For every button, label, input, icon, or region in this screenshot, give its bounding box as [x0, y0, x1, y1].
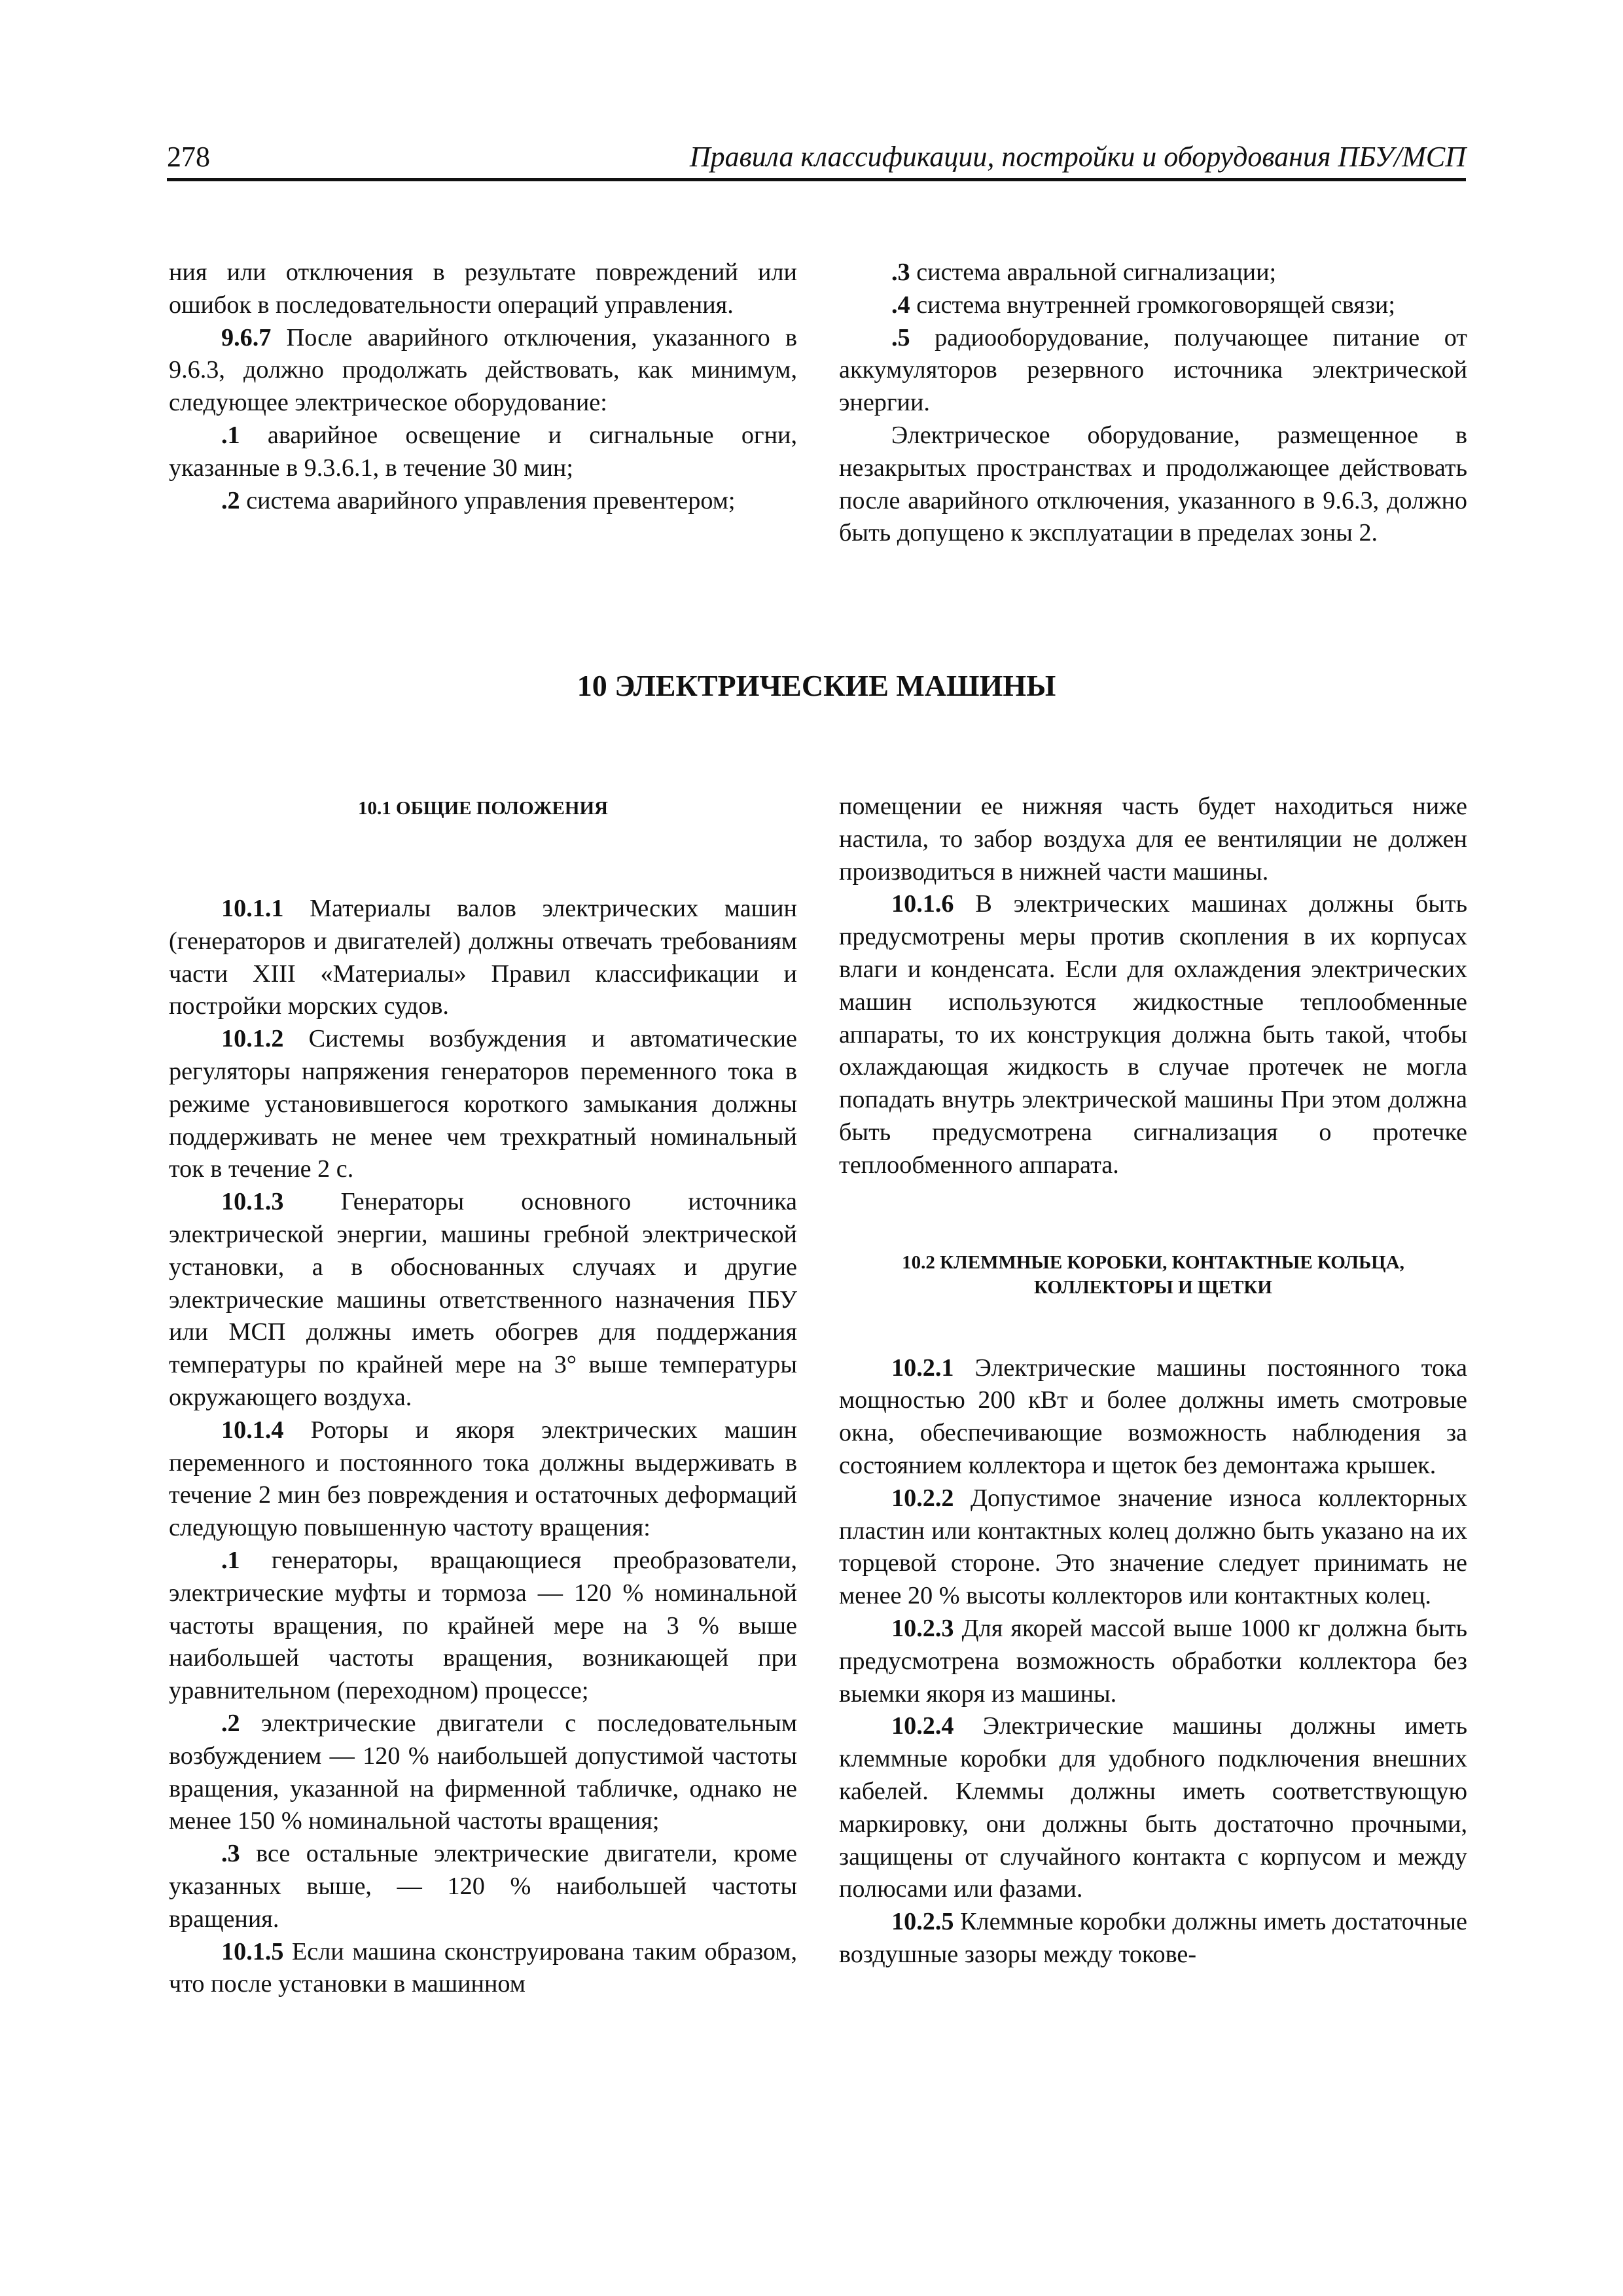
paragraph — [169, 1936, 797, 2001]
paragraph-text: аварийное освещение и сигнальные огни, указанные в 9.3.6.1, в течение 30 мин; — [169, 421, 797, 482]
header-rule — [167, 178, 1466, 181]
paragraph-text: система аварийного управления превентером; — [240, 486, 736, 514]
paragraph-number: 10.2.3 — [891, 1614, 954, 1642]
paragraph — [169, 893, 797, 1023]
paragraph — [839, 791, 1467, 888]
paragraph-text: генераторы, вращающиеся преобразователи, электрические муфты и тормоза — 120 % номинальной частоты вращения, по крайней мере на 3 % выше наибольшей частоты вращения, возникающей при уравнительном (переходном) процессе; — [169, 1546, 797, 1705]
paragraph-text: система авральной сигнализации; — [910, 259, 1277, 286]
section-title-line-1: 10.2 КЛЕММНЫЕ КОРОБКИ, КОНТАКТНЫЕ КОЛЬЦА, — [902, 1251, 1404, 1273]
section-title-10-1: 10.1 ОБЩИЕ ПОЛОЖЕНИЯ — [358, 798, 608, 819]
paragraph-text: Системы возбуждения и автоматические регуляторы напряжения генераторов переменного тока в режиме установившегося короткого замыкания должны поддерживать не менее чем трехкратный номинальный ток в течение 2 с. — [169, 1025, 797, 1183]
paragraph-number: .3 — [221, 1840, 240, 1868]
page-header — [167, 137, 1466, 181]
paragraph — [169, 1023, 797, 1186]
paragraph-text: все остальные электрические двигатели, кроме указанных выше, — 120 % наибольшей частоты вращения. — [169, 1840, 797, 1933]
paragraph-number: 10.1.3 — [221, 1188, 284, 1216]
paragraph-text: Клеммные коробки должны иметь достаточные воздушные зазоры между токове- — [839, 1908, 1467, 1968]
paragraph-text: Электрическое оборудование, размещенное в незакрытых пространствах и продолжающее действовать после аварийного отключения, указанного в 9.6.3, должно быть допущено к эксплуатации в пределах зоны 2. — [839, 421, 1467, 547]
section-1-2-right-column — [839, 791, 1467, 1971]
paragraph — [169, 1545, 797, 1708]
paragraph — [839, 1482, 1467, 1613]
paragraph-text: ния или отключения в результате повреждений или ошибок в последовательности операций управления. — [169, 259, 797, 319]
section-1-left-column — [169, 791, 797, 2001]
paragraph — [169, 1186, 797, 1414]
paragraph — [169, 1708, 797, 1838]
paragraph — [169, 485, 797, 518]
paragraph-number: .1 — [221, 1546, 240, 1574]
paragraph-number: .4 — [891, 291, 910, 319]
paragraph-number: 10.1.4 — [221, 1416, 284, 1444]
paragraph-number: 10.2.4 — [891, 1712, 954, 1740]
paragraph-number: 10.1.1 — [221, 895, 284, 922]
paragraph-text: Электрические машины постоянного тока мощностью 200 кВт и более должны иметь смотровые окна, обеспечивающие возможность наблюдения за состоянием коллектора и щеток без демонтажа крышек. — [839, 1354, 1467, 1479]
paragraph-text: система внутренней громкоговорящей связи; — [910, 291, 1395, 319]
paragraph — [839, 1710, 1467, 1906]
paragraph-text: Если машина сконструирована таким образом, что после установки в машинном — [169, 1937, 797, 1998]
chapter-title: 10 ЭЛЕКТРИЧЕСКИЕ МАШИНЫ — [577, 669, 1056, 702]
paragraph — [169, 322, 797, 420]
paragraph-number: .2 — [221, 1709, 240, 1737]
paragraph-text: радиооборудование, получающее питание от аккумуляторов резервного источника электрической энергии. — [839, 323, 1467, 417]
paragraph-text: Допустимое значение износа коллекторных пластин или контактных колец должно быть указано на их торцевой стороне. Это значение следует принимать не менее 20 % высоты коллекторов или контактных колец. — [839, 1484, 1467, 1610]
paragraph-number: 10.1.6 — [891, 890, 954, 918]
paragraph — [169, 257, 797, 322]
paragraph-number: 10.2.5 — [891, 1908, 954, 1936]
paragraph-number: 10.2.1 — [891, 1354, 954, 1382]
paragraph-text: помещении ее нижняя часть будет находиться ниже настила, то забор воздуха для ее вентиляции не должен производиться в нижней части машины. — [839, 793, 1467, 886]
paragraph-text: электрические двигатели с последовательным возбуждением — 120 % наибольшей допустимой частоты вращения, указанной на фирменной табличке, однако не менее 150 % номинальной частоты вращения; — [169, 1709, 797, 1835]
running-title: Правила классификации, постройки и оборудования ПБУ/МСП — [689, 141, 1466, 173]
top-left-column — [169, 257, 797, 517]
section-title-10-2 — [839, 1250, 1467, 1300]
paragraph-text: Материалы валов электрических машин (генераторов и двигателей) должны отвечать требованиям части XIII «Материалы» Правил классификации и постройки морских судов. — [169, 895, 797, 1020]
paragraph-text: В электрических машинах должны быть предусмотрены меры против скопления в их корпусах влаги и конденсата. Если для охлаждения электрических машин используются жидкостные теплообменные аппараты, то их конструкция должна быть такой, чтобы охлаждающая жидкость в случае протечек не могла попадать внутрь электрической машины При этом должна быть предусмотрена сигнализация о протечке теплообменного аппарата. — [839, 890, 1467, 1179]
paragraph-text: Генераторы основного источника электрической энергии, машины гребной электрической установки, а в обоснованных случаях и другие электрические машины ответственного назначения ПБУ или МСП должны иметь обогрев для поддержания температуры по крайней мере на 3° выше температуры окружающего воздуха. — [169, 1188, 797, 1411]
paragraph-number: 9.6.7 — [221, 323, 272, 351]
paragraph — [839, 1352, 1467, 1482]
section-title-line-2: КОЛЛЕКТОРЫ И ЩЕТКИ — [1034, 1276, 1272, 1298]
paragraph — [169, 1838, 797, 1935]
top-right-column — [839, 257, 1467, 550]
page-number: 278 — [167, 141, 210, 173]
paragraph — [169, 420, 797, 485]
paragraph-text: После аварийного отключения, указанного в 9.6.3, должно продолжать действовать, как минимум, следующее электрическое оборудование: — [169, 323, 797, 417]
paragraph-text: Роторы и якоря электрических машин переменного и постоянного тока должны выдерживать в течение 2 мин без повреждения и остаточных деформаций следующую повышенную частоту вращения: — [169, 1416, 797, 1542]
paragraph-number: 10.1.5 — [221, 1937, 284, 1965]
paragraph-number: .1 — [221, 421, 240, 449]
paragraph-number: .5 — [891, 323, 910, 351]
paragraph — [169, 1414, 797, 1545]
paragraph — [839, 888, 1467, 1181]
paragraph — [839, 322, 1467, 420]
paragraph-number: .2 — [221, 486, 240, 514]
paragraph — [839, 257, 1467, 289]
paragraph — [839, 1613, 1467, 1710]
paragraph-number: 10.2.2 — [891, 1484, 954, 1512]
paragraph-number: .3 — [891, 259, 910, 286]
paragraph — [839, 1906, 1467, 1971]
paragraph-text: Для якорей массой выше 1000 кг должна быть предусмотрена возможность обработки коллектора без выемки якоря из машины. — [839, 1614, 1467, 1708]
paragraph — [839, 289, 1467, 322]
paragraph — [839, 420, 1467, 550]
paragraph-text: Электрические машины должны иметь клеммные коробки для удобного подключения внешних кабелей. Клеммы должны иметь соответствующую маркировку, они должны быть достаточно прочными, защищены от случайного контакта с корпусом и между полюсами или фазами. — [839, 1712, 1467, 1903]
paragraph-number: 10.1.2 — [221, 1025, 284, 1053]
